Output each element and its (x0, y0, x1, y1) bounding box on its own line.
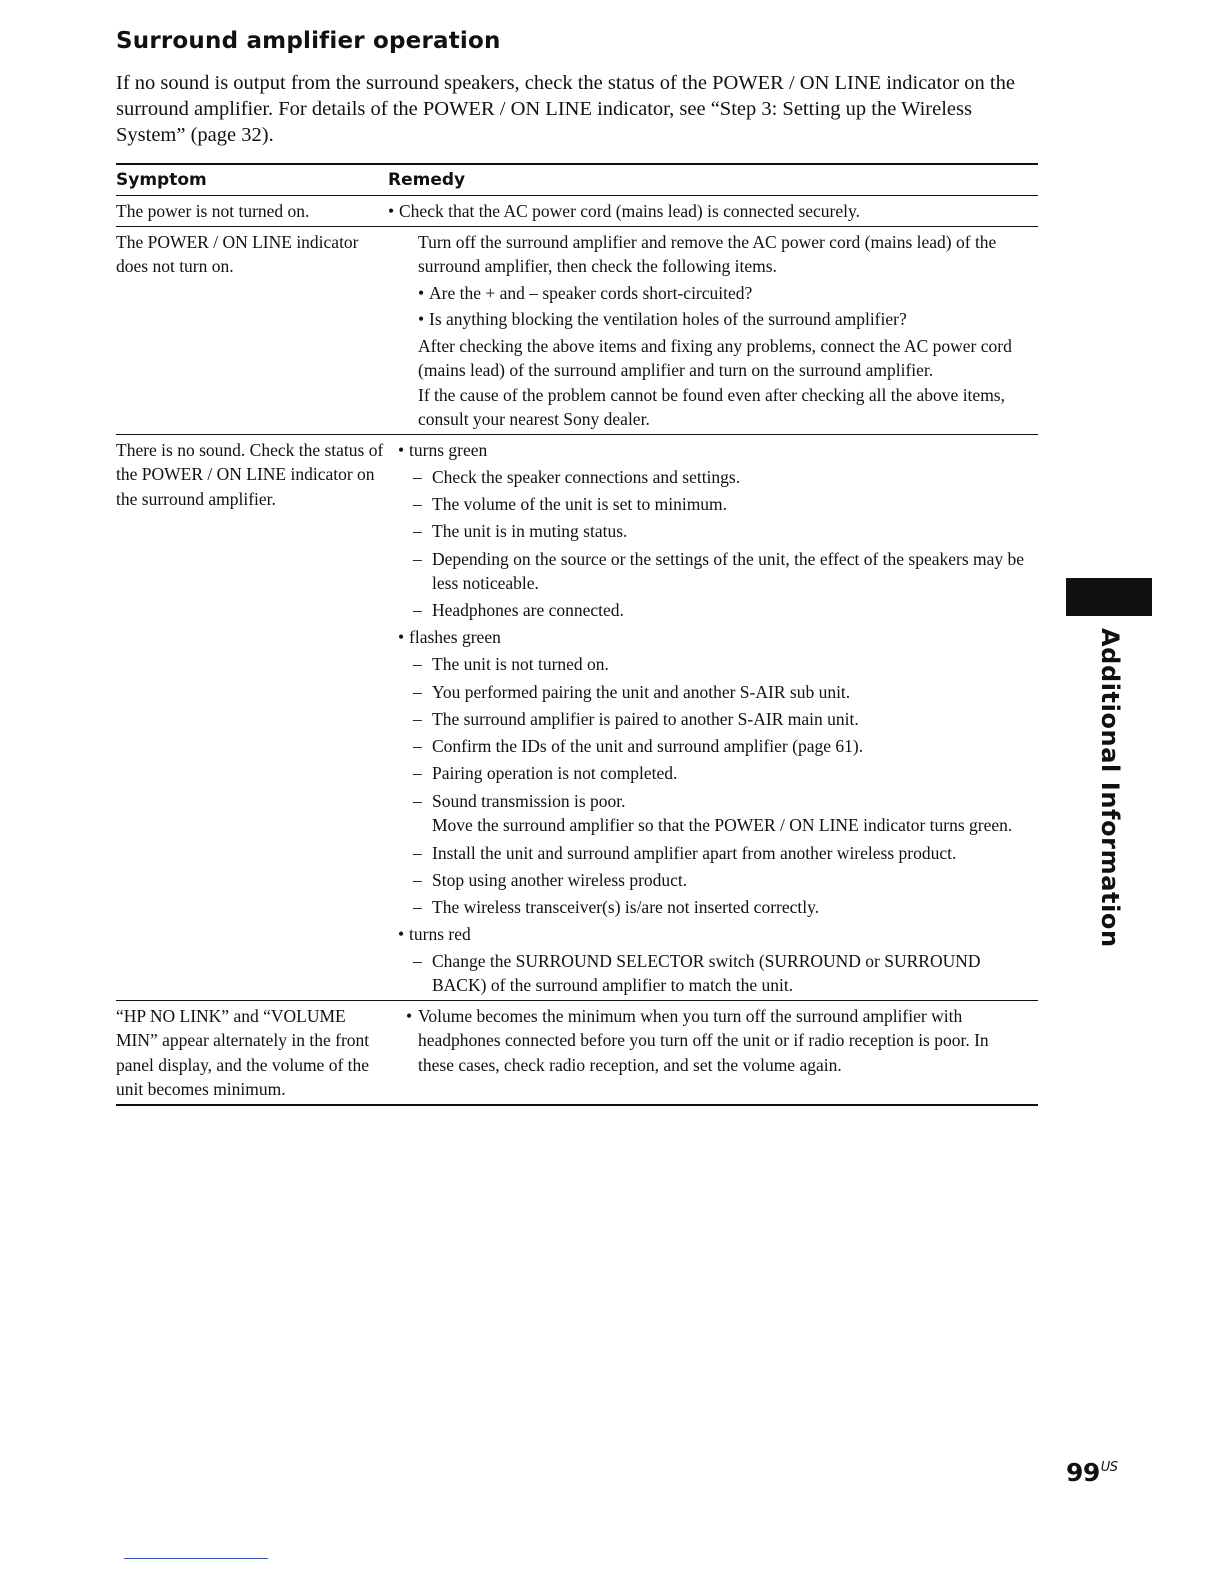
remedy-bullet: • Are the + and – speaker cords short-circuited? (418, 281, 1028, 306)
remedy-cell (406, 1004, 1038, 1102)
remedy-item-note: Move the surround amplifier so that the POWER / ON LINE indicator turns green. (432, 815, 1013, 836)
status-heading-green: • turns green (398, 438, 1028, 463)
remedy-item: – Change the SURROUND SELECTOR switch (SURROUND or SURROUND BACK) of the surround amplifier to match the unit. (398, 949, 1028, 998)
remedy-item (398, 789, 1028, 838)
remedy-text: After checking the above items and fixing any problems, connect the AC power cord (mains lead) of the surround amplifier and turn on the surround amplifier. (418, 335, 1012, 380)
remedy-bullet: • Is anything blocking the ventilation holes of the surround amplifier? (418, 307, 1028, 332)
footer-rule (124, 1558, 268, 1559)
remedy-cell (418, 230, 1038, 432)
remedy-text: Turn off the surround amplifier and remove the AC power cord (mains lead) of the surround amplifier, then check the following items. (418, 231, 997, 276)
header-remedy: Remedy (388, 170, 466, 190)
page-title: Surround amplifier operation (116, 28, 501, 54)
page-number-value: 99 (1066, 1458, 1100, 1487)
symptom-cell: The power is not turned on. (116, 201, 310, 221)
section-tab-marker (1066, 578, 1152, 616)
table-row (116, 1000, 1038, 1104)
status-heading-flashing: • flashes green (398, 625, 1028, 650)
section-side-label: Additional Information (1096, 628, 1124, 948)
remedy-item: – The unit is not turned on. (398, 652, 1028, 677)
remedy-item: – Headphones are connected. (398, 598, 1028, 623)
symptom-cell (116, 438, 398, 998)
troubleshooting-table (116, 163, 1038, 1106)
page-number (1066, 1458, 1118, 1487)
status-heading-red: • turns red (398, 922, 1028, 947)
remedy-text: If the cause of the problem cannot be found even after checking all the above items, consult your nearest Sony dealer. (418, 384, 1005, 429)
table-row (116, 226, 1038, 434)
remedy-item: – You performed pairing the unit and another S-AIR sub unit. (398, 680, 1028, 705)
intro-paragraph: If no sound is output from the surround speakers, check the status of the POWER / ON LINE indicator on the surround amplifier. For details of the POWER / ON LINE indicator, see “Step 3: Setting up the Wireless System” (page 32). (116, 72, 1015, 146)
remedy-bullet: • Volume becomes the minimum when you turn off the surround amplifier with headphones connected before you turn off the unit or if radio reception is poor. In these cases, check radio reception, and set the volume again. (406, 1004, 1028, 1078)
remedy-item: – The wireless transceiver(s) is/are not inserted correctly. (398, 895, 1028, 920)
remedy-cell (398, 438, 1038, 998)
page-number-suffix: US (1100, 1460, 1118, 1475)
table-row (116, 196, 1038, 226)
symptom-text: The POWER / ON LINE indicator does not turn on. (116, 231, 359, 276)
remedy-item-text: – Sound transmission is poor. (432, 790, 626, 811)
remedy-item: – The volume of the unit is set to minimum. (398, 492, 1028, 517)
table-row (116, 434, 1038, 1000)
symptom-text: There is no sound. Check the status of the POWER / ON LINE indicator on the surround amplifier. (116, 439, 384, 509)
remedy-item: – The surround amplifier is paired to another S-AIR main unit. (398, 707, 1028, 732)
remedy-cell (388, 199, 1038, 224)
remedy-item: – Check the speaker connections and settings. (398, 465, 1028, 490)
remedy-item: – Confirm the IDs of the unit and surround amplifier (page 61). (398, 734, 1028, 759)
symptom-text: “HP NO LINK” and “VOLUME MIN” appear alternately in the front panel display, and the volume of the unit becomes minimum. (116, 1005, 370, 1100)
remedy-item: – Stop using another wireless product. (398, 868, 1028, 893)
header-symptom: Symptom (116, 170, 207, 190)
remedy-bullet: • Check that the AC power cord (mains lead) is connected securely. (388, 199, 1038, 224)
symptom-cell (116, 230, 418, 432)
table-header (116, 165, 1038, 196)
remedy-item: – The unit is in muting status. (398, 519, 1028, 544)
symptom-cell (116, 1004, 406, 1102)
remedy-item: – Pairing operation is not completed. (398, 761, 1028, 786)
remedy-item: – Install the unit and surround amplifier apart from another wireless product. (398, 841, 1028, 866)
remedy-item: – Depending on the source or the settings of the unit, the effect of the speakers may be less noticeable. (398, 547, 1028, 596)
